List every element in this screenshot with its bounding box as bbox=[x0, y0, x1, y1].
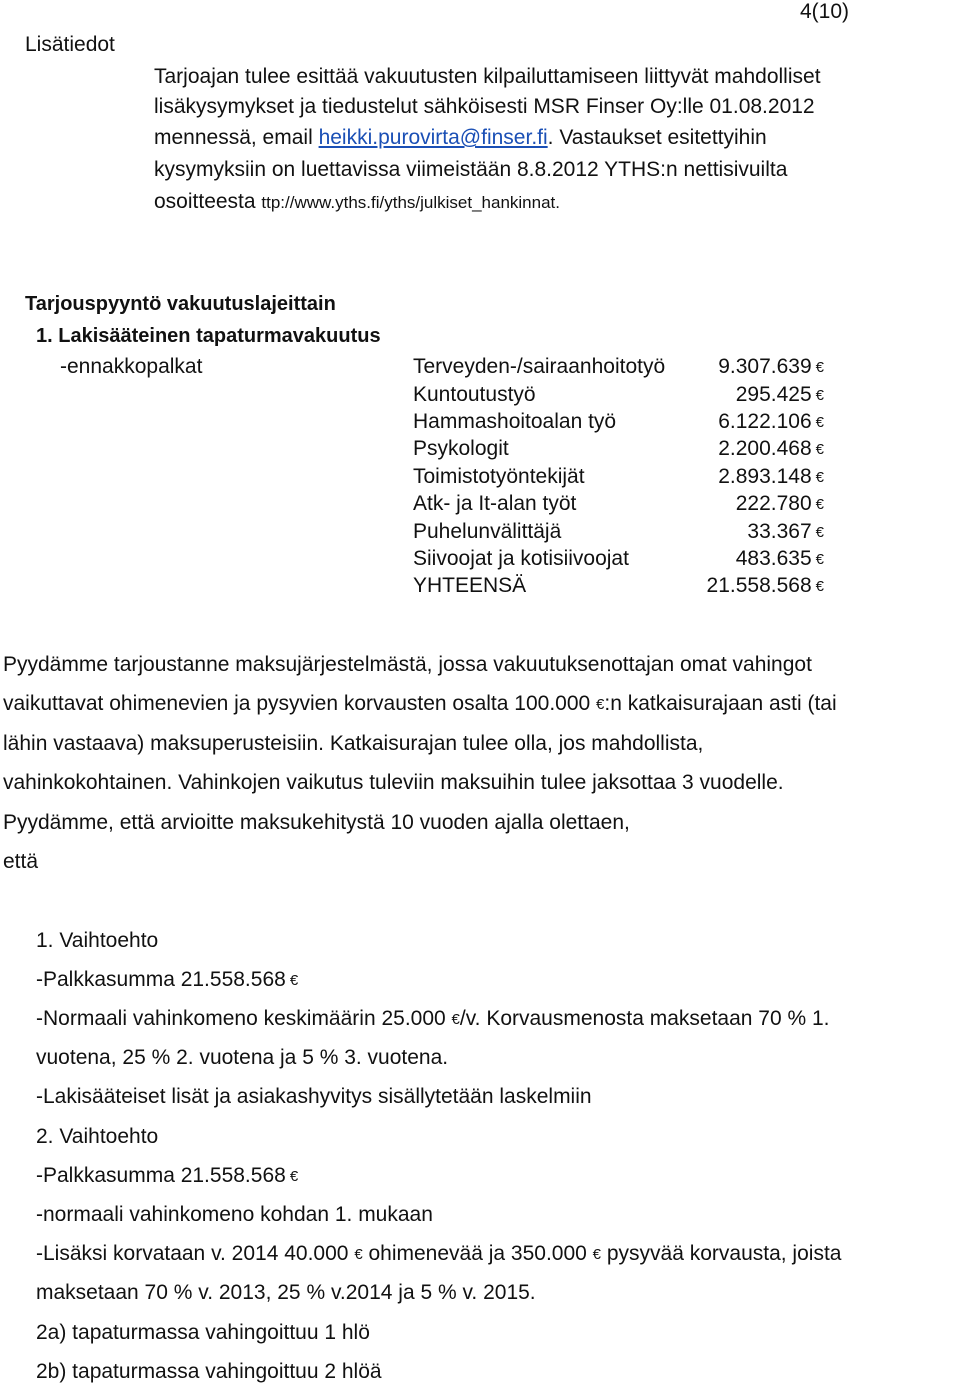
salary-row bbox=[413, 437, 509, 461]
salary-row-label: Toimistotyöntekijät bbox=[413, 465, 585, 488]
salary-total-row bbox=[413, 574, 526, 598]
option-1-line-1: -Palkkasumma 21.558.568 € bbox=[36, 968, 299, 991]
euro-icon: € bbox=[815, 524, 824, 541]
euro-icon: € bbox=[451, 1011, 460, 1028]
euro-icon: € bbox=[289, 1168, 299, 1185]
salary-row-value: 483.635 € bbox=[735, 547, 824, 570]
euro-icon: € bbox=[592, 1246, 602, 1263]
euro-icon: € bbox=[815, 551, 824, 568]
euro-icon: € bbox=[815, 387, 824, 404]
body-line-3: lähin vastaava) maksuperusteisiin. Katkaisurajan tulee olla, jos mahdollista, bbox=[3, 732, 704, 755]
option-2-line-4: maksetaan 70 % v. 2013, 25 % v.2014 ja 5 % v. 2015. bbox=[36, 1281, 536, 1304]
salary-row bbox=[413, 355, 665, 379]
intro-line-4: kysymyksiin on luettavissa viimeistään 8.8.2012 YTHS:n nettisivuilta bbox=[154, 158, 788, 181]
item-title: 1. Lakisääteinen tapaturmavakuutus bbox=[36, 325, 381, 347]
intro-line-1: Tarjoajan tulee esittää vakuutusten kilpailuttamiseen liittyvät mahdolliset bbox=[154, 65, 821, 88]
option-2-title: 2. Vaihtoehto bbox=[36, 1125, 159, 1148]
option-1-line-4: -Lakisääteiset lisät ja asiakashyvitys sisällytetään laskelmiin bbox=[36, 1085, 592, 1108]
salary-row bbox=[413, 520, 561, 544]
euro-icon: € bbox=[596, 696, 605, 713]
option-1-line-3: vuotena, 25 % 2. vuotena ja 5 % 3. vuotena. bbox=[36, 1046, 449, 1069]
salary-row-value: 9.307.639 € bbox=[718, 355, 824, 378]
option-2-line-1: -Palkkasumma 21.558.568 € bbox=[36, 1164, 299, 1187]
salary-row-value: 2.893.148 € bbox=[718, 465, 824, 488]
page-number: 4(10) bbox=[800, 0, 850, 23]
side-label: Lisätiedot bbox=[25, 33, 115, 56]
euro-icon: € bbox=[815, 441, 824, 458]
salary-row-value: 6.122.106 € bbox=[718, 410, 824, 433]
euro-icon: € bbox=[815, 496, 824, 513]
body-line-2: vaikuttavat ohimenevien ja pysyvien korvausten osalta 100.000 €:n katkaisurajaan asti (tai bbox=[3, 692, 837, 715]
salary-row-label: Puhelunvälittäjä bbox=[413, 520, 562, 543]
body-line-6: että bbox=[3, 850, 39, 873]
salary-row bbox=[413, 547, 629, 571]
body-line-1: Pyydämme tarjoustanne maksujärjestelmästä, jossa vakuutuksenottajan omat vahingot bbox=[3, 653, 812, 676]
section-title: Tarjouspyyntö vakuutuslajeittain bbox=[25, 293, 336, 315]
salary-label: -ennakkopalkat bbox=[60, 355, 203, 378]
salary-row bbox=[413, 492, 576, 516]
salary-row-label: Kuntoutustyö bbox=[413, 383, 536, 406]
salary-row-label: Terveyden-/sairaanhoitotyö bbox=[413, 355, 666, 378]
salary-total-label: YHTEENSÄ bbox=[413, 574, 527, 597]
euro-icon: € bbox=[815, 578, 824, 595]
website-url[interactable]: ttp://www.yths.fi/yths/julkiset_hankinnat. bbox=[261, 193, 560, 212]
euro-icon: € bbox=[289, 972, 299, 989]
salary-total-value: 21.558.568 € bbox=[706, 574, 824, 597]
euro-icon: € bbox=[815, 414, 824, 431]
salary-row-label: Psykologit bbox=[413, 437, 509, 460]
salary-row-label: Hammashoitoalan työ bbox=[413, 410, 617, 433]
intro-line-2: lisäkysymykset ja tiedustelut sähköisesti MSR Finser Oy:lle 01.08.2012 bbox=[154, 95, 815, 118]
option-1-title: 1. Vaihtoehto bbox=[36, 929, 159, 952]
body-line-5: Pyydämme, että arvioitte maksukehitystä 10 vuoden ajalla olettaen, bbox=[3, 811, 630, 834]
euro-icon: € bbox=[815, 469, 824, 486]
option-2b: 2b) tapaturmassa vahingoittuu 2 hlöä bbox=[36, 1360, 382, 1383]
euro-icon: € bbox=[815, 359, 824, 376]
salary-row-value: 33.367 € bbox=[747, 520, 824, 543]
euro-icon: € bbox=[354, 1246, 363, 1263]
intro-line-5: osoitteesta ttp://www.yths.fi/yths/julkiset_hankinnat. bbox=[154, 190, 560, 213]
option-1-line-2: -Normaali vahinkomeno keskimäärin 25.000 €/v. Korvausmenosta maksetaan 70 % 1. bbox=[36, 1007, 830, 1030]
salary-row-label: Atk- ja It-alan työt bbox=[413, 492, 577, 515]
intro-line-3: mennessä, email heikki.purovirta@finser.fi. Vastaukset esitettyihin bbox=[154, 126, 767, 149]
salary-row-value: 222.780 € bbox=[735, 492, 824, 515]
salary-row-label: Siivoojat ja kotisiivoojat bbox=[413, 547, 629, 570]
salary-row bbox=[413, 383, 536, 407]
option-2a: 2a) tapaturmassa vahingoittuu 1 hlö bbox=[36, 1321, 370, 1344]
salary-row-value: 295.425 € bbox=[735, 383, 824, 406]
salary-row bbox=[413, 410, 616, 434]
email-link[interactable]: heikki.purovirta@finser.fi bbox=[318, 126, 548, 149]
option-2-line-2: -normaali vahinkomeno kohdan 1. mukaan bbox=[36, 1203, 433, 1226]
salary-row bbox=[413, 465, 585, 489]
body-line-4: vahinkokohtainen. Vahinkojen vaikutus tuleviin maksuihin tulee jaksottaa 3 vuodelle. bbox=[3, 771, 784, 794]
salary-row-value: 2.200.468 € bbox=[718, 437, 824, 460]
option-2-line-3: -Lisäksi korvataan v. 2014 40.000 € ohimenevää ja 350.000 € pysyvää korvausta, joista bbox=[36, 1242, 842, 1265]
